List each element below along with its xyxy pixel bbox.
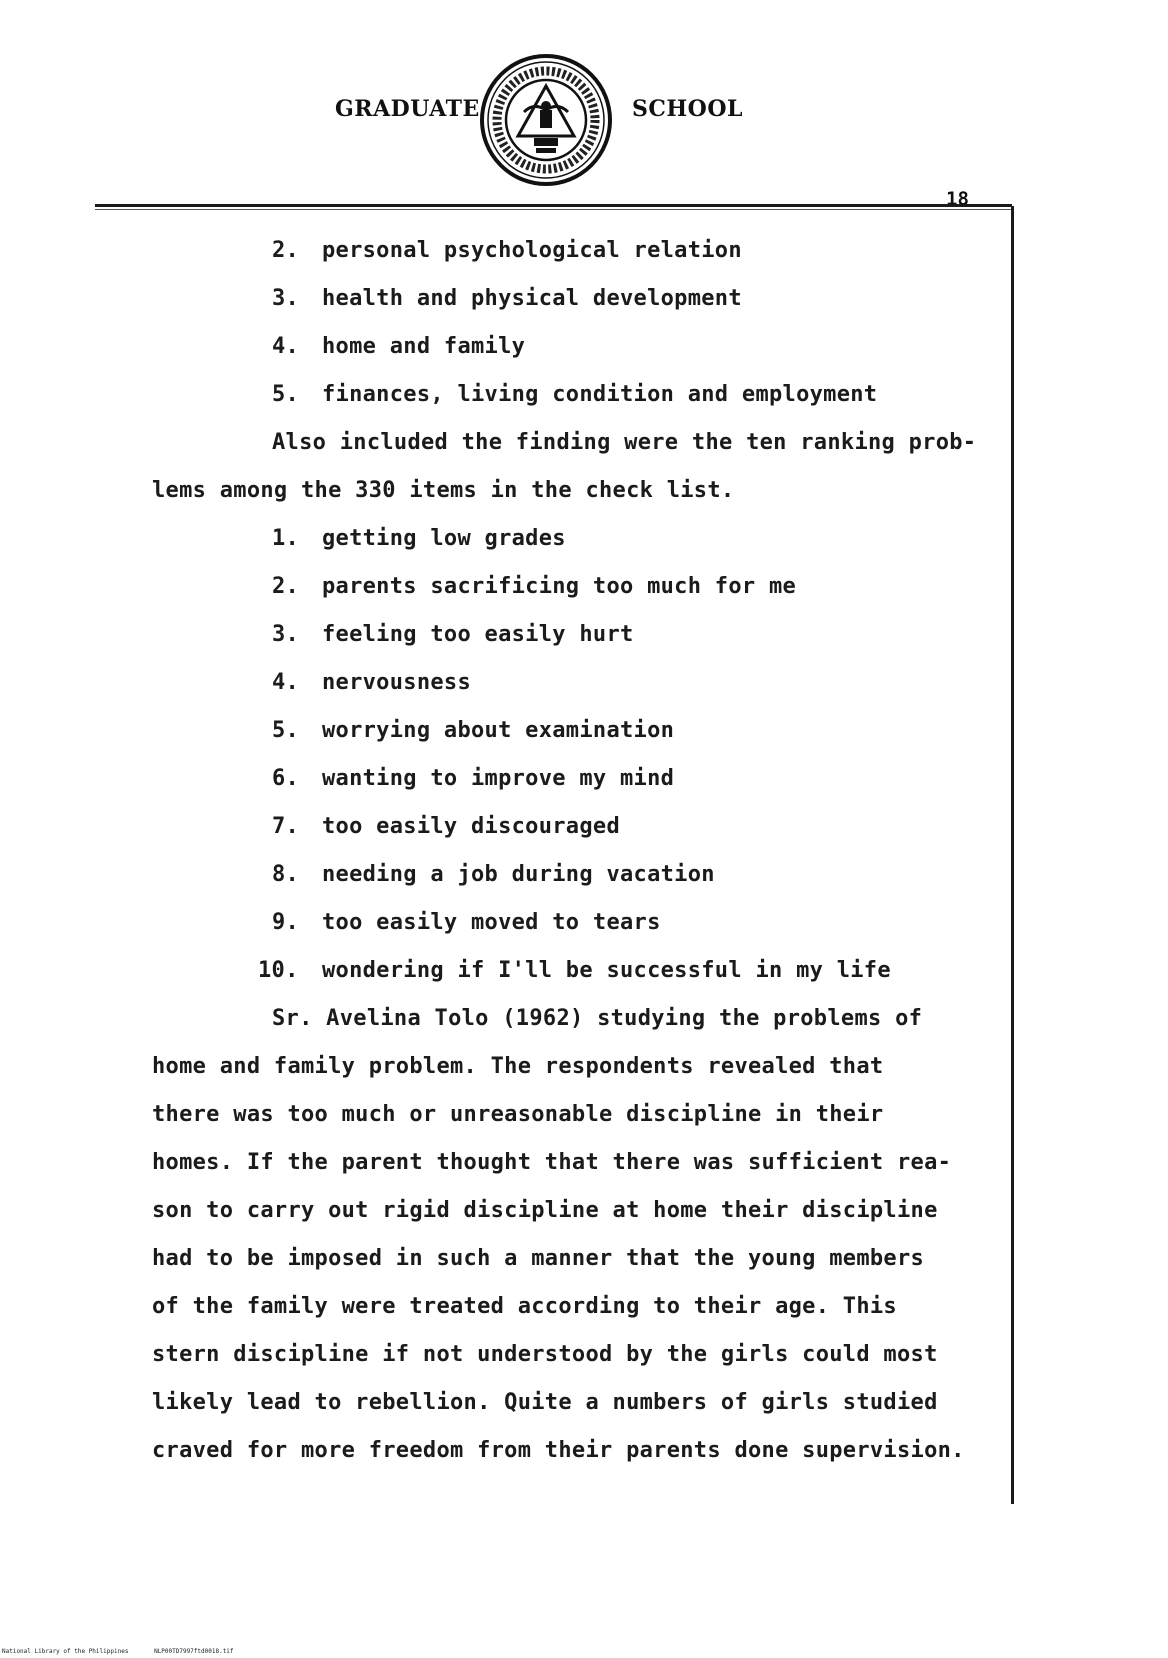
header-rule-thin [95, 209, 1012, 210]
scan-footer [2, 1648, 256, 1655]
college-seal-icon [478, 52, 614, 188]
list-item: 3. feeling too easily hurt [272, 622, 634, 647]
list-item: 4. home and family [272, 334, 526, 359]
paragraph-line: had to be imposed in such a manner that the young members [152, 1246, 925, 1271]
list-item: 2. parents sacrificing too much for me [272, 574, 797, 599]
footer-library: National Library of the Philippines [2, 1648, 129, 1655]
list-item: 9. too easily moved to tears [272, 910, 661, 935]
list-item: 7. too easily discouraged [272, 814, 620, 839]
paragraph-line: of the family were treated according to their age. This [152, 1294, 897, 1319]
page-number: 18 [946, 188, 969, 210]
paragraph-line: stern discipline if not understood by the girls could most [152, 1342, 938, 1367]
footer-filename: NLP00TD7997ftd0018.tif [154, 1648, 234, 1655]
header-left-word: GRADUATE [335, 96, 480, 122]
paragraph-line: Also included the finding were the ten ranking prob- [272, 430, 977, 455]
list-item: 4. nervousness [272, 670, 471, 695]
paragraph-line: son to carry out rigid discipline at home their discipline [152, 1198, 938, 1223]
list-item: 2. personal psychological relation [272, 238, 742, 263]
paragraph-line: likely lead to rebellion. Quite a numbers of girls studied [152, 1390, 938, 1415]
paragraph-line: lems among the 330 items in the check list. [152, 478, 735, 503]
list-item: 5. worrying about examination [272, 718, 675, 743]
paragraph-line: craved for more freedom from their parents done supervision. [152, 1438, 965, 1463]
list-item: 3. health and physical development [272, 286, 742, 311]
header-right-word: SCHOOL [632, 96, 743, 122]
list-item: 8. needing a job during vacation [272, 862, 715, 887]
list-item: 1. getting low grades [272, 526, 566, 551]
paragraph-line: there was too much or unreasonable discipline in their [152, 1102, 884, 1127]
list-item: 10. wondering if I'll be successful in my life [258, 958, 891, 983]
paragraph-line: homes. If the parent thought that there was sufficient rea- [152, 1150, 952, 1175]
paragraph-line: home and family problem. The respondents revealed that [152, 1054, 884, 1079]
list-item: 5. finances, living condition and employment [272, 382, 878, 407]
right-margin-line [1011, 206, 1014, 1504]
paragraph-line: Sr. Avelina Tolo (1962) studying the problems of [272, 1006, 923, 1031]
header-rule [95, 204, 1012, 207]
list-item: 6. wanting to improve my mind [272, 766, 675, 791]
